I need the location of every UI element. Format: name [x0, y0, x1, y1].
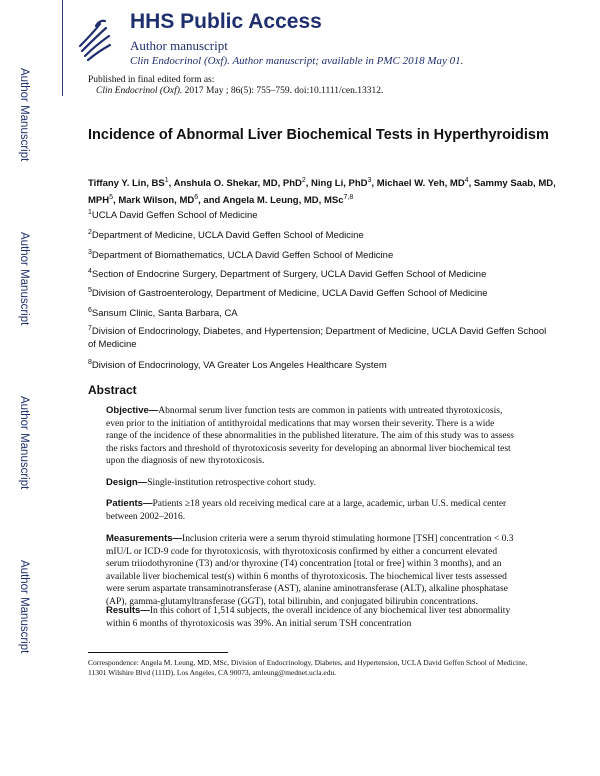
section-text: Inclusion criteria were a serum thyroid stimulating hormone [TSH] concentration < 0.3 mIU/L or ICD-9 code for thyrotoxicosis, with thyrotoxicosis confirmed by either a concurrent elevated serum triiodothyronine (T3) and/or thyroxine (T4) concentration [total or free] within 3 months), and an available liver biochemical test(s) within 6 months of thyrotoxicosis. The biochemical liver tests assessed were serum aspartate transaminotransferase (AST), alanine aminotransferase (ALT), alkaline phosphatase (AP), gamma-glutamyltransferase (GGT), total bilirubin, and conjugated bilirubin concentrations.	[106, 534, 514, 607]
affiliation-text: Division of Gastroenterology, Department of Medicine, UCLA David Geffen School of Medicine	[91, 288, 488, 300]
affiliation-sup: 4	[88, 268, 92, 275]
author-sep: ,	[371, 178, 377, 190]
affiliation-sup: 5	[88, 287, 92, 294]
citation-line	[96, 86, 383, 96]
author-name: Michael W. Yeh, MD	[376, 178, 465, 190]
author-sup: 2	[301, 177, 306, 184]
author-name: Ning Li, PhD	[311, 178, 368, 190]
author-sup: 3	[367, 177, 372, 184]
affiliation-text: Division of Endocrinology, VA Greater Los Angeles Healthcare System	[91, 360, 387, 372]
published-line: Published in final edited form as:	[88, 75, 215, 85]
correspondence-footnote: Correspondence: Angela M. Leung, MD, MSc, Division of Endocrinology, Diabetes, and Hypertension, UCLA David Geffen School of Medicine, 11301 Wilshire Blvd (111D), Los Angeles, CA 90073, amleung@mednet.ucla.edu.	[88, 658, 528, 677]
affiliation-text: Department of Biomathematics, UCLA David Geffen School of Medicine	[91, 250, 394, 262]
affiliation	[88, 284, 548, 300]
abstract-patients	[106, 498, 516, 523]
author-sup: 7,8	[343, 194, 354, 202]
affiliation	[88, 246, 548, 262]
affiliation-sup: 2	[88, 229, 92, 236]
section-label: Objective—	[106, 405, 159, 416]
affiliation-sup: 3	[88, 249, 92, 256]
abstract-objective	[106, 405, 516, 468]
section-label: Results—	[106, 605, 150, 616]
section-text: In this cohort of 1,514 subjects, the overall incidence of any biochemical liver test abnormality within 6 months of thyrotoxicosis was 39%. An initial serum TSH concentration	[106, 606, 511, 629]
manuscript-sidebar	[0, 0, 62, 776]
hhs-eagle-logo-icon	[76, 16, 112, 62]
author-sep: ,	[305, 178, 312, 190]
affiliation	[88, 206, 548, 222]
author-manuscript-subtitle: Author manuscript	[130, 38, 228, 53]
journal-availability-line: Clin Endocrinol (Oxf). Author manuscript; available in PMC 2018 May 01.	[130, 55, 464, 67]
author-sup: 1	[164, 177, 169, 184]
affiliation-sup: 8	[88, 359, 92, 366]
affiliation-text: Division of Endocrinology, Diabetes, and Hypertension; Department of Medicine, UCLA David Geffen School of Medicine	[88, 326, 547, 351]
affiliation-text: Sansum Clinic, Santa Barbara, CA	[91, 308, 238, 320]
affiliation-text: UCLA David Geffen School of Medicine	[91, 210, 258, 222]
author-name: Angela M. Leung, MD, MSc	[222, 195, 344, 207]
author-sep: ,	[468, 178, 474, 190]
affiliation	[88, 226, 548, 242]
affiliation-text: Department of Medicine, UCLA David Geffen School of Medicine	[91, 230, 364, 242]
abstract-results	[106, 605, 516, 630]
sidebar-label: Author Manuscript	[18, 560, 30, 654]
affiliation	[88, 304, 548, 320]
section-text: Abnormal serum liver function tests are common in patients with untreated thyrotoxicosis, even prior to the initiation of antithyroidal medications that may worsen their severity. There is a wide range of the incidence of these abnormalities in the published literature. The aim of this study was to assess the risks factors and threshold of thyrotoxicosis severity for developing an abnormal liver biochemical test upon the diagnosis of new thyrotoxicosis.	[106, 406, 514, 467]
article-title: Incidence of Abnormal Liver Biochemical Tests in Hyperthyroidism	[88, 127, 549, 143]
author-name: Anshula O. Shekar, MD, PhD	[173, 178, 302, 190]
author-name: Mark Wilson, MD	[118, 195, 195, 207]
author-sup: 4	[464, 177, 469, 184]
affiliation-sup: 1	[88, 209, 92, 216]
hhs-public-access-title: HHS Public Access	[130, 10, 322, 33]
abstract-measurements	[106, 533, 516, 609]
affiliation-sup: 7	[88, 325, 92, 332]
author-sup: 5	[109, 194, 114, 202]
affiliation-sup: 6	[88, 307, 92, 314]
footnote-rule	[88, 652, 228, 653]
author-sep: ,	[113, 195, 119, 207]
section-text: Patients ≥18 years old receiving medical care at a large, academic, urban U.S. medical center between 2002–2016.	[106, 499, 507, 522]
section-label: Measurements—	[106, 533, 183, 544]
author-sep: , and	[198, 195, 223, 207]
author-list	[88, 174, 558, 208]
sidebar-label: Author Manuscript	[18, 68, 30, 162]
affiliation	[88, 322, 548, 351]
author-sep: ,	[168, 178, 174, 190]
sidebar-label: Author Manuscript	[18, 396, 30, 490]
section-label: Design—	[106, 477, 148, 488]
author-sup: 6	[194, 194, 199, 202]
journal-name: Clin Endocrinol (Oxf).	[96, 86, 183, 96]
affiliation	[88, 356, 548, 372]
abstract-heading: Abstract	[88, 383, 137, 397]
sidebar-label: Author Manuscript	[18, 232, 30, 326]
section-text: Single-institution retrospective cohort study.	[147, 478, 316, 488]
author-name: Sammy Saab, MD, MPH	[88, 178, 556, 207]
affiliation-text: Section of Endocrine Surgery, Department of Surgery, UCLA David Geffen School of Medicine	[91, 269, 487, 281]
header-divider	[62, 0, 63, 96]
abstract-design	[106, 477, 516, 490]
citation-details: 2017 May ; 86(5): 755–759. doi:10.1111/cen.13312.	[182, 86, 384, 96]
affiliation	[88, 265, 548, 281]
section-label: Patients—	[106, 498, 153, 509]
author-name: Tiffany Y. Lin, BS	[88, 178, 165, 190]
